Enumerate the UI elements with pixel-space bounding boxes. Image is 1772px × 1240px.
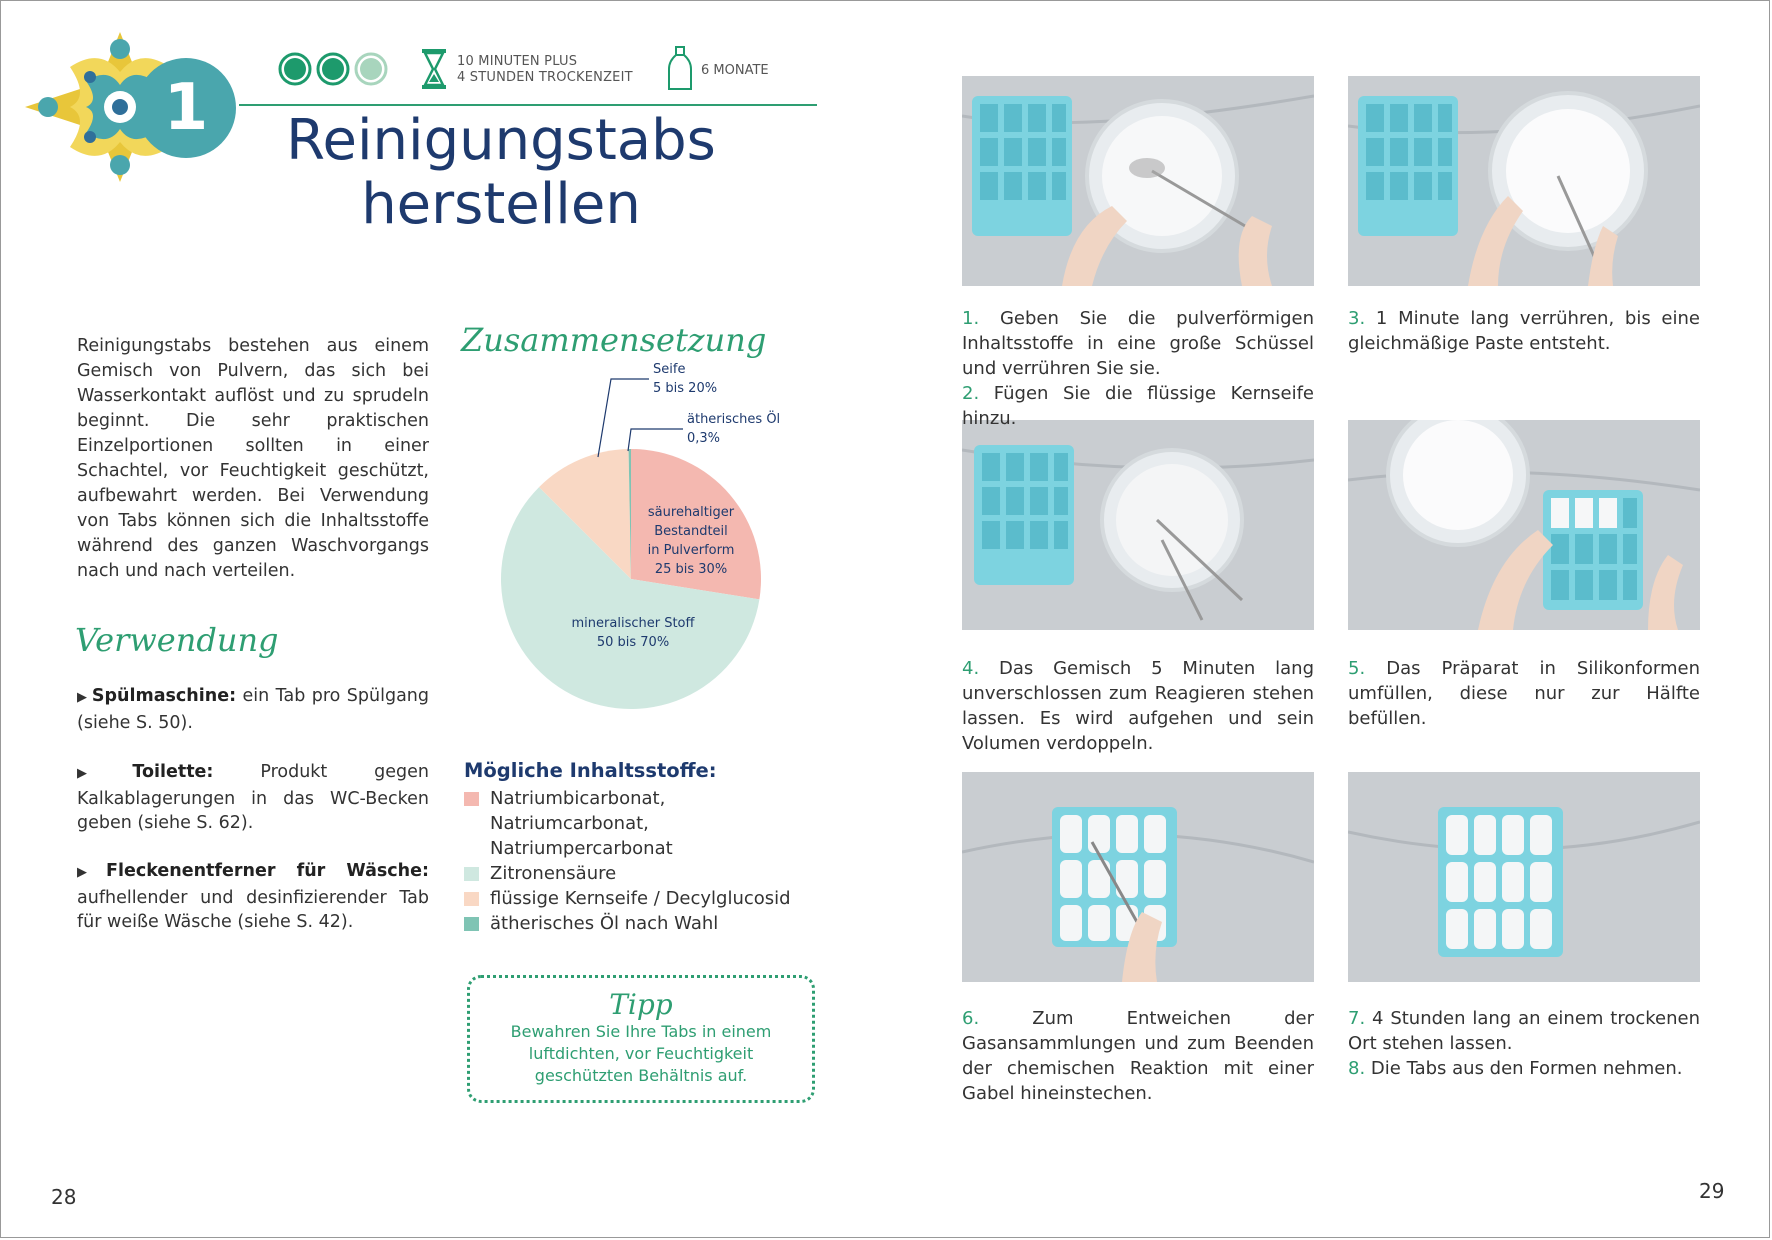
steps-7-8 <box>1348 1006 1700 1081</box>
step-number: 2. <box>962 383 980 404</box>
pie-label-acid: säurehaltiger Bestandteil in Pulverform 25 bis 30% <box>647 505 735 577</box>
step-number: 3. <box>1348 308 1366 329</box>
usage-item-3 <box>77 859 429 935</box>
step-4 <box>962 656 1314 756</box>
composition-pie-chart <box>471 361 831 721</box>
list-item <box>464 886 824 911</box>
step-text: Die Tabs aus den Formen nehmen. <box>1365 1058 1683 1079</box>
list-item <box>464 911 824 936</box>
triangle-icon: ▶ <box>77 865 103 880</box>
step-photo-4 <box>1348 420 1700 630</box>
step-3 <box>1348 306 1700 356</box>
time-info <box>457 54 633 86</box>
list-item <box>464 786 824 861</box>
leader-line-oil <box>628 429 683 451</box>
list-item <box>464 861 824 886</box>
steps-1-2 <box>962 306 1314 431</box>
triangle-icon: ▶ <box>77 766 129 781</box>
step-number: 1. <box>962 308 980 329</box>
step-text: 1 Minute lang verrühren, bis eine gleichmäßige Paste entsteht. <box>1348 308 1700 354</box>
step-2 <box>962 381 1314 431</box>
usage-heading: Verwendung <box>75 621 279 659</box>
step-photo-2 <box>1348 76 1700 286</box>
step-5 <box>1348 656 1700 731</box>
tip-text: Bewahren Sie Ihre Tabs in einem luftdichten, vor Feuchtigkeit geschützten Behältnis auf. <box>510 1022 772 1085</box>
usage-term: Spülmaschine: <box>91 686 237 706</box>
page-number-right: 29 <box>1699 1179 1725 1203</box>
bottle-icon <box>667 45 693 91</box>
title-line-2: herstellen <box>361 172 641 237</box>
page-number-left: 28 <box>51 1185 77 1209</box>
usage-term: Toilette: <box>132 762 214 782</box>
difficulty-indicator <box>277 51 389 87</box>
step-text: Das Präparat in Silikonformen umfüllen, diese nur zur Hälfte befüllen. <box>1348 658 1700 729</box>
usage-term: Fleckenentferner für Wäsche: <box>106 861 429 881</box>
step-text: Das Gemisch 5 Minuten lang unverschlossen zum Reagieren stehen lassen. Es wird aufgehen und sein Volumen verdoppeln. <box>962 658 1314 754</box>
page-title <box>271 109 731 237</box>
step-1 <box>962 306 1314 381</box>
hourglass-icon <box>421 48 447 90</box>
tip-box <box>467 975 815 1103</box>
step-photo-3 <box>962 420 1314 630</box>
usage-item-2 <box>77 760 429 836</box>
usage-desc: aufhellender und desinfizierender Tab für weiße Wäsche (siehe S. 42). <box>77 887 429 932</box>
step-text: Zum Entweichen der Gasansammlungen und zum Beenden der chemischen Reaktion mit einer Gabel hineinstechen. <box>962 1008 1314 1104</box>
ingredient-text: ätherisches Öl nach Wahl <box>490 913 719 934</box>
usage-desc: Produkt gegen Kalkablagerungen in das WC-Becken geben (siehe S. 62). <box>77 762 429 833</box>
step-6 <box>962 1006 1314 1106</box>
shelf-life: 6 MONATE <box>701 63 769 78</box>
ingredient-text: flüssige Kernseife / Decylglucosid <box>490 888 791 909</box>
step-number: 4. <box>962 658 980 679</box>
usage-desc: ein Tab pro Spülgang (siehe S. 50). <box>77 686 429 733</box>
pie-label-mineral: mineralischer Stoff 50 bis 70% <box>571 616 695 650</box>
step-photo-6 <box>1348 772 1700 982</box>
triangle-icon: ▶ <box>77 690 88 705</box>
composition-heading: Zusammensetzung <box>461 321 767 359</box>
time-line-1: 10 MINUTEN PLUS <box>457 54 578 69</box>
usage-item-1 <box>77 684 429 735</box>
color-swatch <box>464 867 479 881</box>
step-number: 5. <box>1348 658 1366 679</box>
title-line-1: Reinigungstabs <box>286 108 716 173</box>
ingredient-text: Natriumbicarbonat, Natriumcarbonat, Natriumpercarbonat <box>490 788 673 859</box>
color-swatch <box>464 917 479 931</box>
pie-label-soap: Seife 5 bis 20% <box>653 362 718 396</box>
step-number: 7. <box>1348 1008 1366 1029</box>
step-photo-1 <box>962 76 1314 286</box>
header-rule <box>239 104 817 106</box>
chapter-number: 1 <box>163 71 209 145</box>
step-text: Geben Sie die pulverförmigen Inhaltsstoffe in eine große Schüssel und verrühren Sie sie. <box>962 308 1314 379</box>
time-line-2: 4 STUNDEN TROCKENZEIT <box>457 70 633 85</box>
step-text: Fügen Sie die flüssige Kernseife hinzu. <box>962 383 1314 429</box>
color-swatch <box>464 892 479 906</box>
step-7 <box>1348 1006 1700 1056</box>
leader-line-soap <box>598 379 649 457</box>
tip-title: Tipp <box>609 988 673 1021</box>
ingredients-title: Mögliche Inhaltsstoffe: <box>464 759 717 782</box>
color-swatch <box>464 792 479 806</box>
step-8 <box>1348 1056 1700 1081</box>
pie-label-oil: ätherisches Öl 0,3% <box>687 412 781 446</box>
step-number: 6. <box>962 1008 980 1029</box>
step-number: 8. <box>1348 1058 1366 1079</box>
ingredients-list <box>464 786 824 936</box>
step-text: 4 Stunden lang an einem trockenen Ort stehen lassen. <box>1348 1008 1700 1054</box>
ingredient-text: Zitronensäure <box>490 863 617 884</box>
intro-text: Reinigungstabs bestehen aus einem Gemisch von Pulvern, das sich bei Wasserkontakt auflöst und zu sprudeln beginnt. Die sehr praktischen Einzelportionen sollten in einer Schachtel, vor Feuchtigkeit geschützt, aufbewahrt werden. Bei Verwendung von Tabs können sich die Inhaltsstoffe während des ganzen Waschvorgangs nach und nach verteilen. <box>77 336 429 581</box>
step-photo-5 <box>962 772 1314 982</box>
